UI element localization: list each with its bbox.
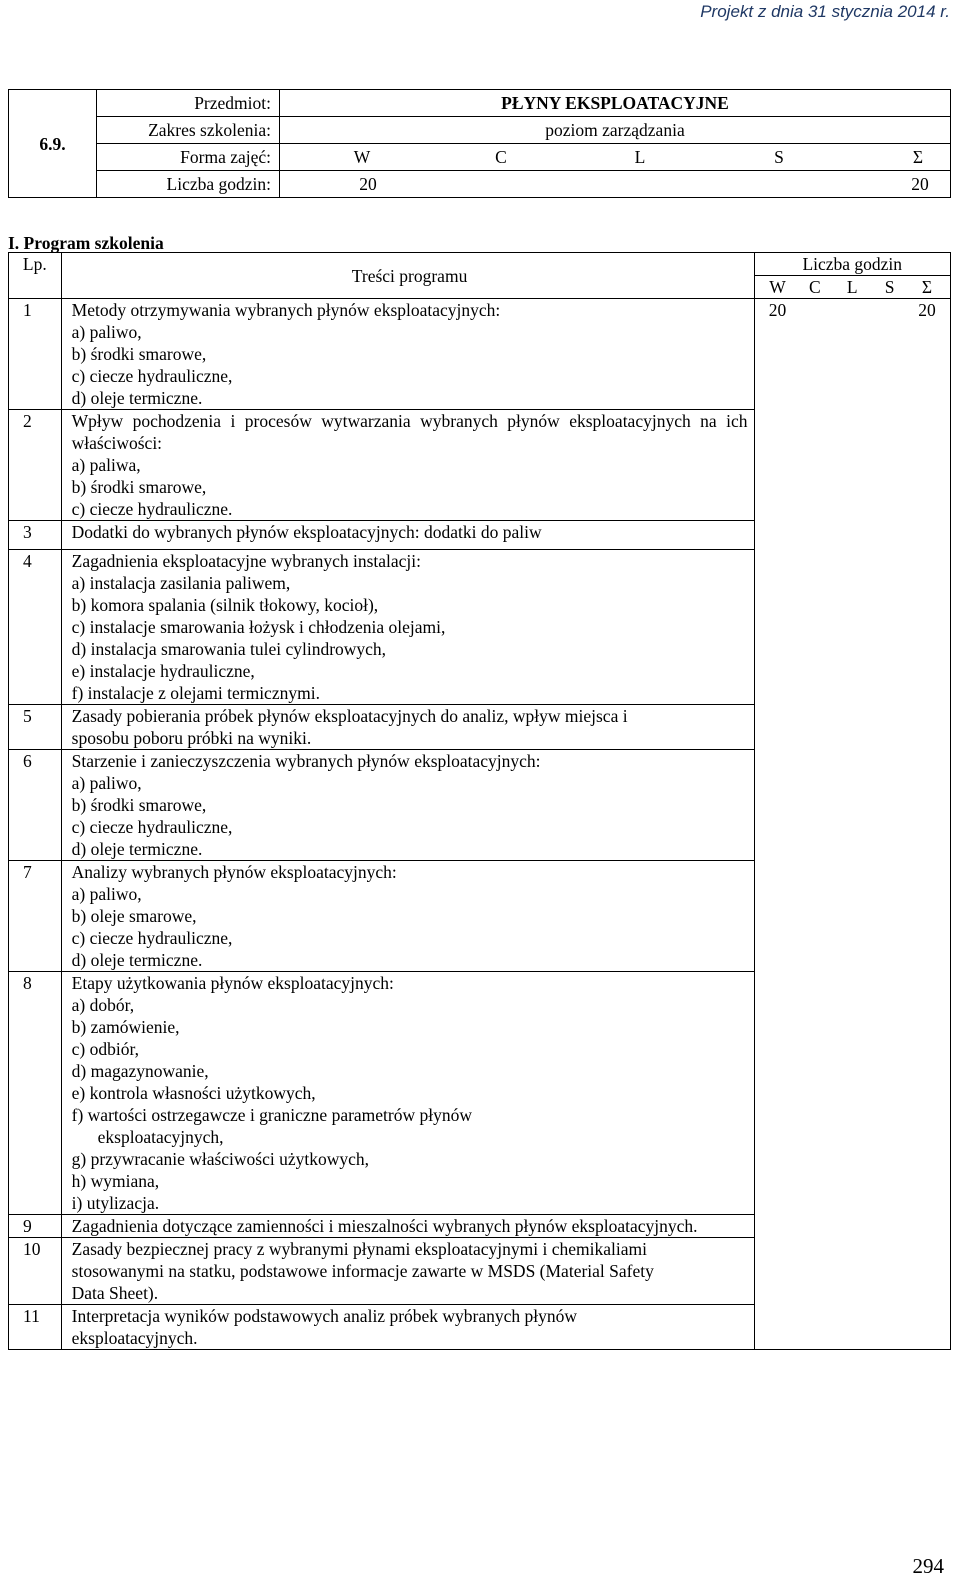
form-label: Forma zajęć: xyxy=(97,144,280,171)
list-item: f) wartości ostrzegawcze i graniczne parametrów płynów xyxy=(71,1105,473,1125)
hour-col-w: W xyxy=(769,277,786,297)
row-content xyxy=(61,705,754,750)
hours-total: 20 xyxy=(911,174,929,194)
list-item: b) zamówienie, xyxy=(71,1017,180,1037)
table-row xyxy=(9,1215,951,1238)
row-hours xyxy=(754,299,951,410)
row-content xyxy=(61,550,754,705)
section-title: I. Program szkolenia xyxy=(8,233,164,253)
list-item: b) środki smarowe, xyxy=(71,795,207,815)
row-hours-empty xyxy=(754,972,951,1215)
project-date-header: Projekt z dnia 31 stycznia 2014 r. xyxy=(700,2,950,21)
row-text: Interpretacja wyników podstawowych analiz próbek wybranych płynów eksploatacyjnych. xyxy=(71,1306,578,1348)
row-hours-empty xyxy=(754,410,951,521)
row-content xyxy=(61,299,754,410)
row-text: Analizy wybranych płynów eksploatacyjnych: xyxy=(71,862,397,882)
row-lp: 2 xyxy=(9,410,62,521)
list-item: h) wymiana, xyxy=(71,1171,160,1191)
row-content xyxy=(61,1305,754,1350)
program-table xyxy=(8,252,951,1350)
list-item: b) oleje smarowe, xyxy=(71,906,197,926)
form-c: C xyxy=(495,147,507,167)
row-hours-empty xyxy=(754,1305,951,1350)
hours-label: Liczba godzin: xyxy=(97,171,280,198)
list-item: a) paliwa, xyxy=(71,455,141,475)
row-hours-empty xyxy=(754,550,951,705)
row-text: Zasady bezpiecznej pracy z wybranymi płynami eksploatacyjnymi i chemikaliami stosowanymi na statku, podstawowe informacje zawarte w MSDS (Material Safety Data Sheet). xyxy=(71,1239,654,1303)
hours-w: 20 xyxy=(359,174,377,194)
table-row xyxy=(9,410,951,521)
hour-col-sum: Σ xyxy=(921,277,933,297)
row-text: Starzenie i zanieczyszczenia wybranych płynów eksploatacyjnych: xyxy=(71,751,541,771)
subject-value: PŁYNY EKSPLOATACYJNE xyxy=(280,90,951,117)
list-item: e) instalacje hydrauliczne, xyxy=(71,661,255,681)
list-item: a) paliwo, xyxy=(71,773,142,793)
hour-col-l: L xyxy=(846,277,858,297)
col-lp-header: Lp. xyxy=(9,253,62,299)
row-content xyxy=(61,521,754,550)
list-item: d) oleje termiczne. xyxy=(71,839,203,859)
list-item: d) instalacja smarowania tulei cylindrowych, xyxy=(71,639,387,659)
form-values xyxy=(280,144,951,171)
row-hours-empty xyxy=(754,1238,951,1305)
hours-values xyxy=(280,171,951,198)
list-item: a) dobór, xyxy=(71,995,135,1015)
row-content xyxy=(61,750,754,861)
list-item: a) paliwo, xyxy=(71,322,142,342)
subject-label: Przedmiot: xyxy=(97,90,280,117)
list-item: eksploatacyjnych, xyxy=(97,1127,224,1147)
row-lp: 10 xyxy=(9,1238,62,1305)
row-content xyxy=(61,1238,754,1305)
table-row xyxy=(9,861,951,972)
list-item: c) odbiór, xyxy=(71,1039,139,1059)
form-l: L xyxy=(634,147,646,167)
table-row xyxy=(9,550,951,705)
row-lp: 9 xyxy=(9,1215,62,1238)
row-hours-empty xyxy=(754,1215,951,1238)
list-item: a) instalacja zasilania paliwem, xyxy=(71,573,291,593)
list-item: c) ciecze hydrauliczne. xyxy=(71,499,233,519)
row-text: Etapy użytkowania płynów eksploatacyjnych: xyxy=(71,973,394,993)
table-row xyxy=(9,750,951,861)
row-text: Zagadnienia eksploatacyjne wybranych instalacji: xyxy=(71,551,422,571)
row-lp: 11 xyxy=(9,1305,62,1350)
list-item: b) środki smarowe, xyxy=(71,477,207,497)
hour-col-s: S xyxy=(884,277,895,297)
row-text: Metody otrzymywania wybranych płynów eksploatacyjnych: xyxy=(71,300,501,320)
hour-cols-header xyxy=(754,276,951,299)
row-content xyxy=(61,1215,754,1238)
row-lp: 1 xyxy=(9,299,62,410)
list-item: d) magazynowanie, xyxy=(71,1061,209,1081)
list-item: a) paliwo, xyxy=(71,884,142,904)
table-row xyxy=(9,1238,951,1305)
list-item: c) ciecze hydrauliczne, xyxy=(71,928,233,948)
list-item: b) komora spalania (silnik tłokowy, kocioł), xyxy=(71,595,379,615)
hour-col-c: C xyxy=(809,277,821,297)
col-hours-header: Liczba godzin xyxy=(754,253,951,276)
row-text: Zagadnienia dotyczące zamienności i mieszalności wybranych płynów eksploatacyjnych. xyxy=(71,1216,698,1236)
scope-value: poziom zarządzania xyxy=(280,117,951,144)
col-content-header: Treści programu xyxy=(61,253,754,299)
row-hours-empty xyxy=(754,861,951,972)
table-row xyxy=(9,705,951,750)
table-row xyxy=(9,972,951,1215)
row-lp: 4 xyxy=(9,550,62,705)
list-item: g) przywracanie właściwości użytkowych, xyxy=(71,1149,370,1169)
list-item: d) oleje termiczne. xyxy=(71,388,203,408)
row-hours-empty xyxy=(754,705,951,750)
table-row xyxy=(9,1305,951,1350)
row-text: Zasady pobierania próbek płynów eksploatacyjnych do analiz, wpływ miejsca i sposobu poboru próbki na wyniki. xyxy=(71,706,628,748)
list-item: c) ciecze hydrauliczne, xyxy=(71,817,233,837)
course-header-table xyxy=(8,89,951,198)
scope-label: Zakres szkolenia: xyxy=(97,117,280,144)
list-item: b) środki smarowe, xyxy=(71,344,207,364)
row-content xyxy=(61,972,754,1215)
table-row xyxy=(9,521,951,550)
row-hours-empty xyxy=(754,750,951,861)
row-content xyxy=(61,861,754,972)
course-number: 6.9. xyxy=(9,90,97,198)
row-hours-total: 20 xyxy=(918,300,936,320)
list-item: c) ciecze hydrauliczne, xyxy=(71,366,233,386)
list-item: f) instalacje z olejami termicznymi. xyxy=(71,683,320,703)
row-text: Wpływ pochodzenia i procesów wytwarzania wybranych płynów eksploatacyjnych na ich właściwości: xyxy=(71,411,748,453)
list-item: c) instalacje smarowania łożysk i chłodzenia olejami, xyxy=(71,617,446,637)
form-sum: Σ xyxy=(912,147,924,167)
row-content xyxy=(61,410,754,521)
list-item: e) kontrola własności użytkowych, xyxy=(71,1083,316,1103)
form-w: W xyxy=(353,147,371,167)
table-row xyxy=(9,299,951,410)
row-lp: 5 xyxy=(9,705,62,750)
form-s: S xyxy=(774,147,784,167)
row-lp: 3 xyxy=(9,521,62,550)
row-hours-w: 20 xyxy=(768,300,787,320)
row-hours-empty xyxy=(754,521,951,550)
list-item: i) utylizacja. xyxy=(71,1193,160,1213)
row-text: Dodatki do wybranych płynów eksploatacyjnych: dodatki do paliw xyxy=(71,522,542,542)
row-lp: 6 xyxy=(9,750,62,861)
row-lp: 7 xyxy=(9,861,62,972)
list-item: d) oleje termiczne. xyxy=(71,950,203,970)
row-lp: 8 xyxy=(9,972,62,1215)
page-number: 294 xyxy=(912,1554,944,1578)
